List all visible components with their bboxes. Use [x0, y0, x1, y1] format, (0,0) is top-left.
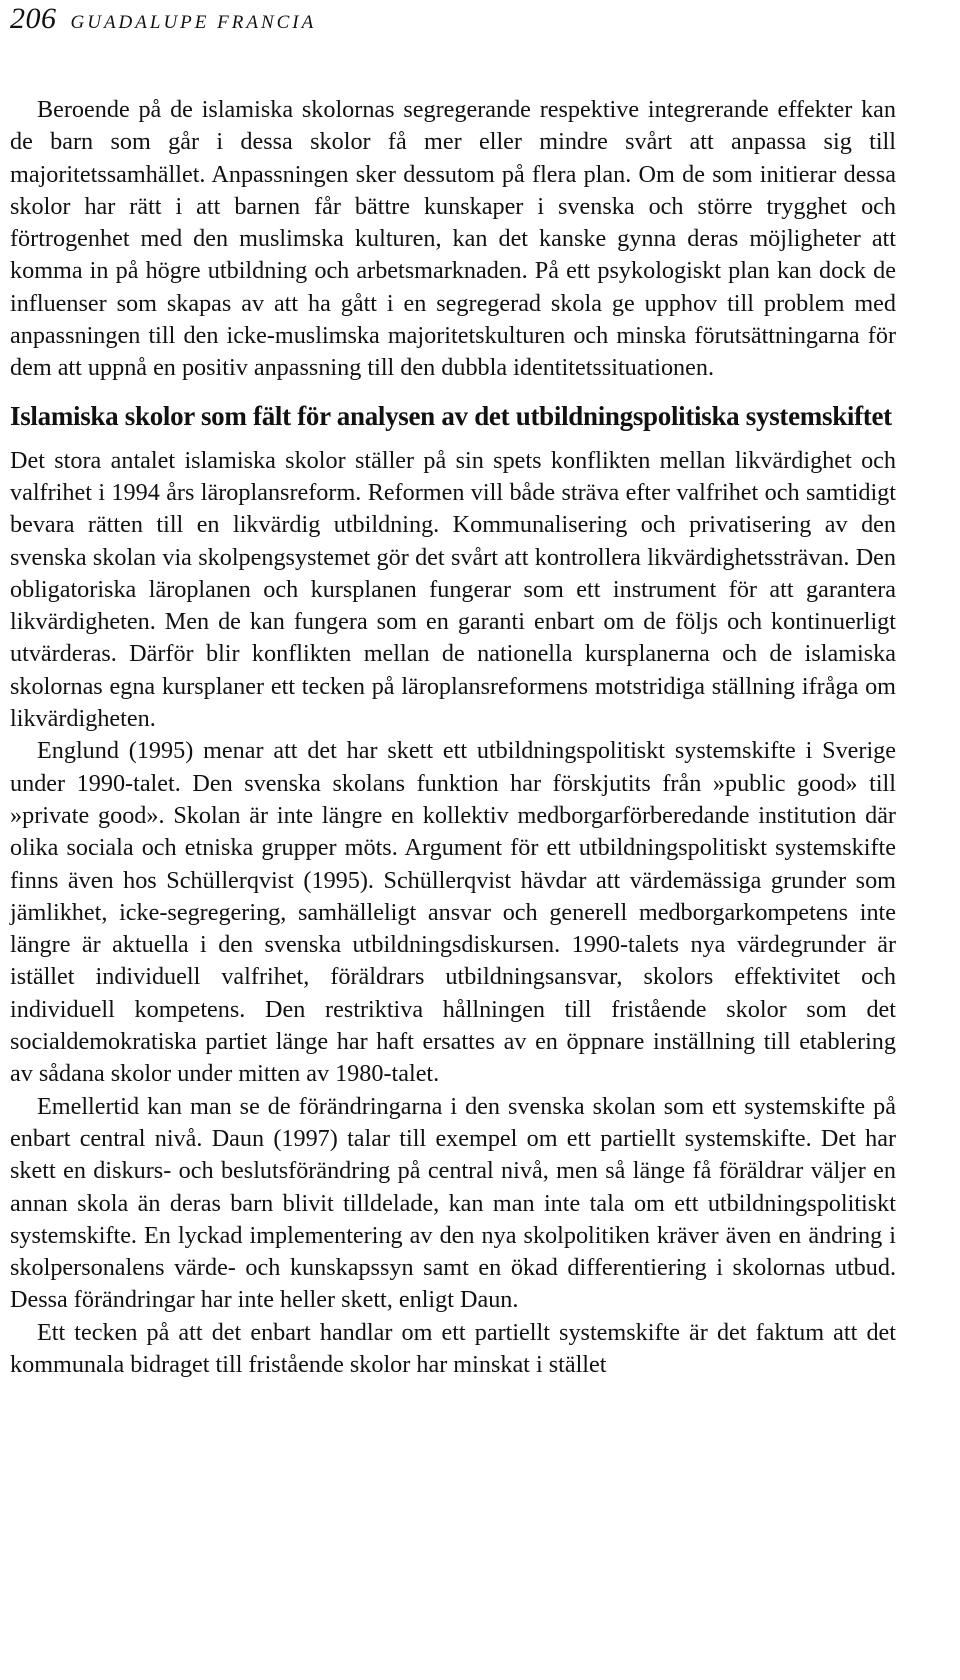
- running-head-author: GUADALUPE FRANCIA: [70, 12, 317, 33]
- body-paragraph: Emellertid kan man se de förändringarna i den svenska skolan som ett systemskifte på enbart central nivå. Daun (1997) talar till exempel om ett partiellt systemskifte. Det har skett en diskurs- och beslutsförändring på central nivå, men så länge få föräldrar väljer en annan skola än deras barn blivit tilldelade, kan man inte tala om ett utbildningspolitiskt systemskifte. En lyckad implementering av den nya skolpolitiken kräver även en ändring i skolpersonalens värde- och kunskapssyn samt en ökad differentiering i skolornas utbud. Dessa förändringar har inte heller skett, enligt Daun.: [10, 1092, 896, 1314]
- running-head: [10, 2, 316, 42]
- body-paragraph: Ett tecken på att det enbart handlar om ett partiellt systemskifte är det faktum att det kommunala bidraget till fristående skolor har minskat i stället: [10, 1318, 896, 1378]
- body-paragraph: Beroende på de islamiska skolornas segregerande respektive integrerande effekter kan de barn som går i dessa skolor få mer eller mindre svårt att anpassa sig till majoritetssamhället. Anpassningen sker dessutom på flera plan. Om de som initierar dessa skolor har rätt i att barnen får bättre kunskaper i svenska och större trygghet och förtrogenhet med den muslimska kulturen, kan det kanske gynna deras möjligheter att komma in på högre utbildning och arbetsmarknaden. På ett psykologiskt plan kan dock de influenser som skapas av att ha gått i en segregerad skola ge upphov till problem med anpassningen till den icke-muslimska majoritetskulturen och minska förutsättningarna för dem att uppnå en positiv anpassning till den dubbla identitetssituationen.: [10, 96, 896, 382]
- page-body: [10, 94, 896, 1381]
- page-number: 206: [10, 2, 57, 35]
- section-heading: Islamiska skolor som fält för analysen av det utbildningspolitiska systemskiftet: [10, 400, 892, 431]
- body-paragraph: Englund (1995) menar att det har skett ett utbildningspolitiskt systemskifte i Sverige under 1990-talet. Den svenska skolans funktion har förskjutits från »public good» till »private good». Skolan är inte längre en kollektiv medborgarförberedande institution där olika sociala och etniska grupper möts. Argument för ett utbildningspolitiskt systemskifte finns även hos Schüllerqvist (1995). Schüllerqvist hävdar att värdemässiga grunder som jämlikhet, icke-segregering, samhälleligt ansvar och generell medborgarkompetens inte längre är aktuella i den svenska utbildningsdiskursen. 1990-talets nya värdegrunder är istället individuell valfrihet, föräldrars utbildningsansvar, skolors effektivitet och individuell kompetens. Den restriktiva hållningen till fristående skolor som det socialdemokratiska partiet länge har haft ersattes av en öppnare inställning till etablering av sådana skolor under mitten av 1980-talet.: [10, 737, 896, 1088]
- body-paragraph: Det stora antalet islamiska skolor ställer på sin spets konflikten mellan likvärdighet och valfrihet i 1994 års läroplansreform. Reformen vill både sträva efter valfrihet och samtidigt bevara rätten till en likvärdig utbildning. Kommunalisering och privatisering av den svenska skolan via skolpengsystemet gör det svårt att kontrollera likvärdighetssträvan. Den obligatoriska läroplanen och kursplanen fungerar som ett instrument för att garantera likvärdigheten. Men de kan fungera som en garanti enbart om de följs och kontinuerligt utvärderas. Därför blir konflikten mellan de nationella kursplanerna och de islamiska skolornas egna kursplaner ett tecken på läroplansreformens motstridiga ställning ifråga om likvärdigheten.: [10, 446, 896, 733]
